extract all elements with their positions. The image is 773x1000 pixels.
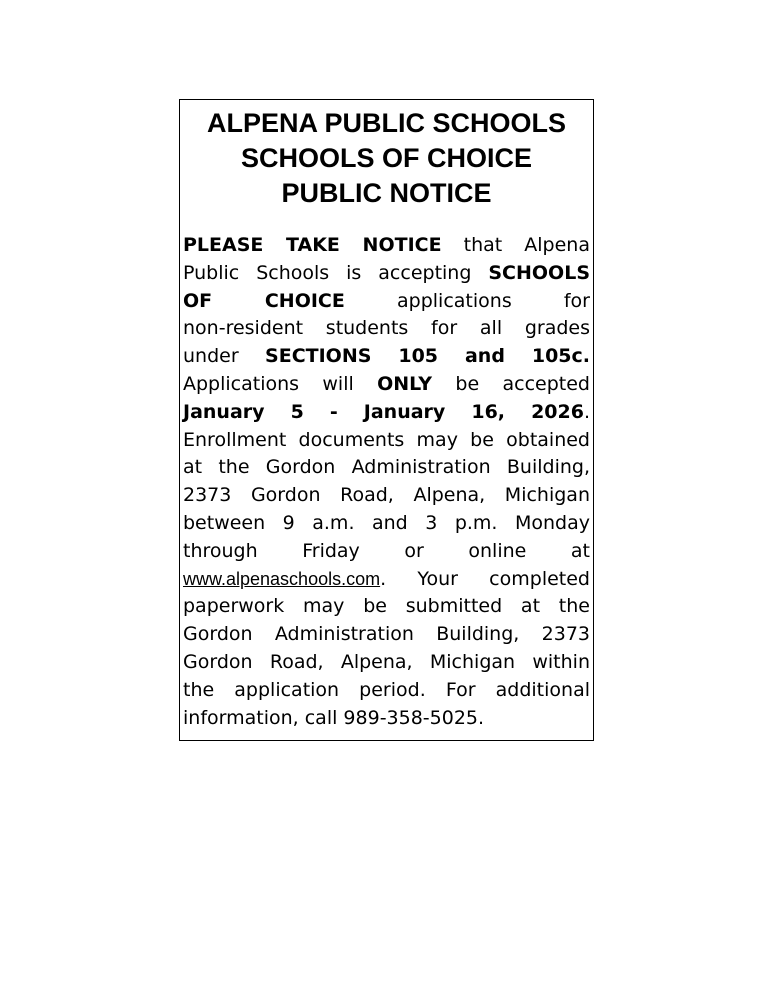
notice-line [183, 593, 590, 621]
notice-line [183, 427, 590, 455]
bold-text: SCHOOLS [488, 261, 590, 284]
text: under [183, 345, 266, 368]
text: the application period. For additional [183, 678, 590, 701]
notice-line [183, 482, 590, 510]
notice-line [183, 288, 590, 316]
text: Public Schools is accepting [183, 261, 489, 284]
notice-line [183, 260, 590, 288]
text: between 9 a.m. and 3 p.m. Monday [183, 511, 590, 534]
bold-text: January 5 - January 16, 2026 [183, 400, 584, 423]
text: . [583, 400, 590, 423]
text: applications for [344, 289, 590, 312]
notice-line [183, 510, 590, 538]
text: non-resident students for all grades [183, 317, 590, 340]
text: through Friday or online at [183, 539, 590, 562]
notice-line [183, 649, 590, 677]
notice-line [183, 621, 590, 649]
text: paperwork may be submitted at the [183, 595, 590, 618]
text: at the Gordon Administration Building, [183, 456, 590, 479]
notice-line [183, 677, 590, 705]
text: be accepted [432, 372, 590, 395]
website-link[interactable]: www.alpenaschools.com [183, 568, 381, 589]
title-line-notice: PUBLIC NOTICE [281, 178, 492, 208]
notice-line [183, 566, 590, 594]
notice-line [183, 371, 590, 399]
notice-line [183, 315, 590, 343]
title-line-program: SCHOOLS OF CHOICE [240, 143, 532, 173]
notice-line [183, 343, 590, 371]
text: . Your completed [380, 567, 590, 590]
text: 2373 Gordon Road, Alpena, Michigan [183, 484, 590, 507]
text: Applications will [183, 372, 378, 395]
notice-line [183, 538, 590, 566]
notice-body [183, 232, 590, 732]
text: that Alpena [441, 234, 590, 256]
text: Gordon Administration Building, 2373 [183, 623, 590, 646]
notice-title [180, 106, 593, 211]
notice-line [183, 705, 590, 733]
title-line-district: ALPENA PUBLIC SCHOOLS [206, 108, 566, 138]
text: Gordon Road, Alpena, Michigan within [183, 650, 590, 673]
public-notice-box [179, 99, 594, 741]
text: information, call 989-358-5025. [183, 706, 485, 729]
bold-text: SECTIONS 105 and 105c. [265, 345, 591, 368]
bold-text: PLEASE TAKE NOTICE [183, 234, 442, 256]
bold-text: OF CHOICE [183, 289, 345, 312]
notice-line [183, 232, 590, 260]
text: Enrollment documents may be obtained [183, 428, 590, 451]
notice-line [183, 399, 590, 427]
bold-text: ONLY [377, 372, 433, 395]
notice-line [183, 454, 590, 482]
